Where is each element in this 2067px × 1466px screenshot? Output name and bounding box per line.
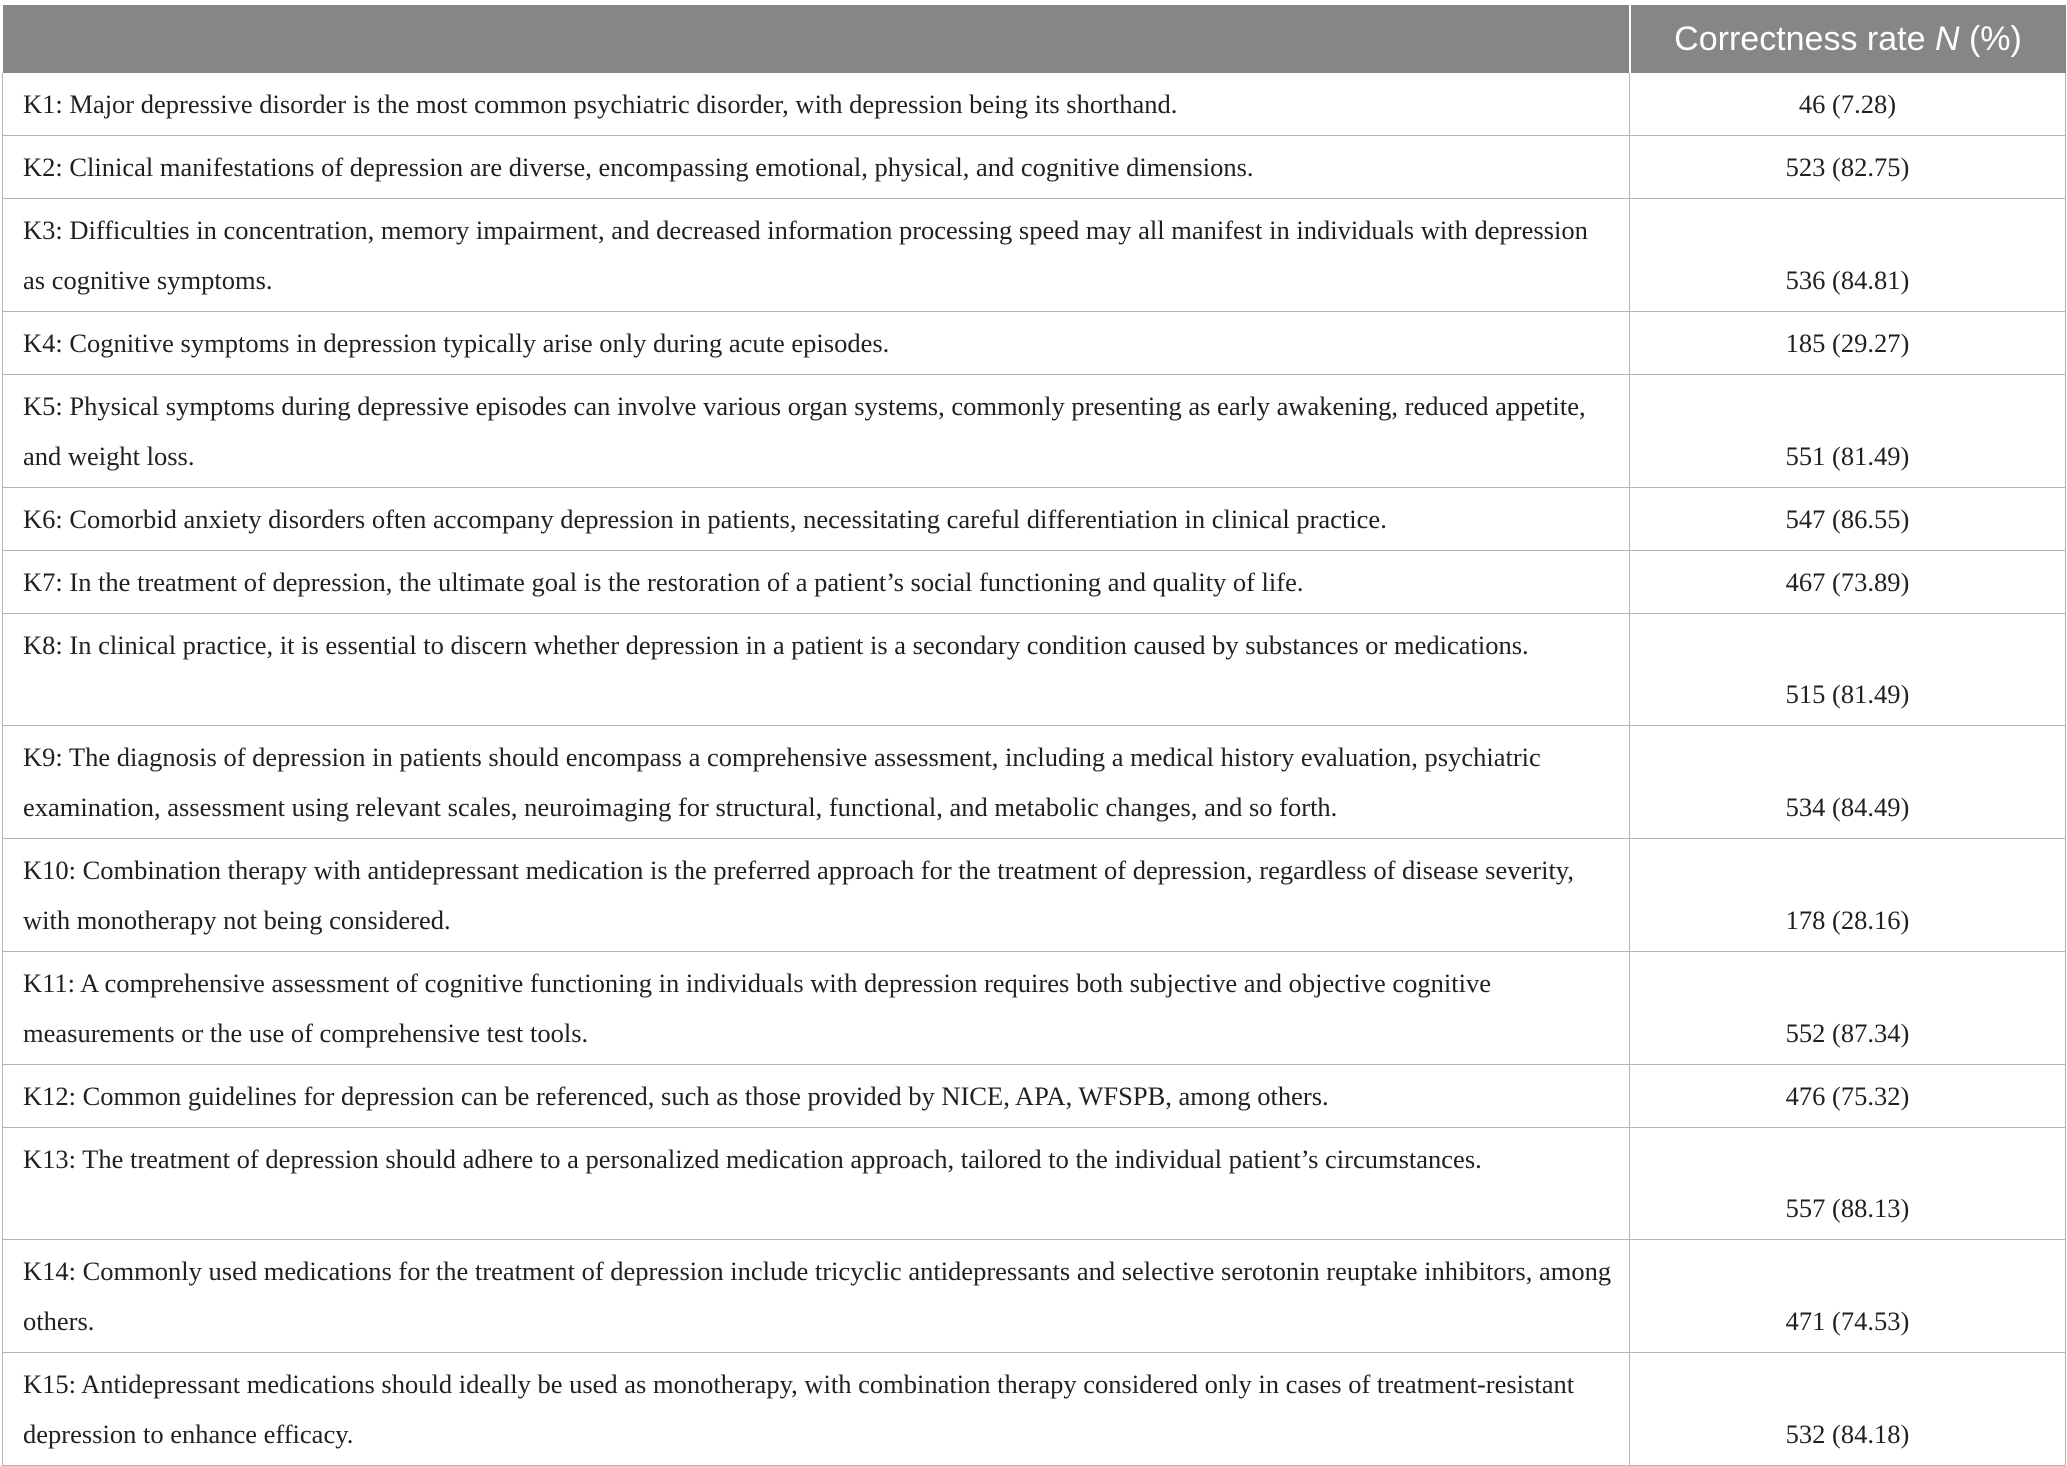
header-rate-label [1674,20,2022,59]
table-row [3,1240,2066,1353]
table-row [3,1128,2066,1240]
statement-cell: K14: Commonly used medications for the treatment of depression include tricyclic antidepressants and selective serotonin reuptake inhibitors, among others. [3,1240,1630,1353]
correctness-rate-cell: 523 (82.75) [1630,136,2066,199]
statement-cell: K15: Antidepressant medications should ideally be used as monotherapy, with combination therapy considered only in cases of treatment-resistant depression to enhance efficacy. [3,1353,1630,1466]
correctness-rate-cell: 178 (28.16) [1630,839,2066,952]
table-row [3,614,2066,726]
correctness-rate-cell: 547 (86.55) [1630,488,2066,551]
statement-cell: K1: Major depressive disorder is the most common psychiatric disorder, with depression being its shorthand. [3,73,1630,136]
header-row [3,5,2066,73]
statement-cell: K4: Cognitive symptoms in depression typically arise only during acute episodes. [3,312,1630,375]
correctness-rate-cell: 515 (81.49) [1630,614,2066,726]
statement-cell: K13: The treatment of depression should adhere to a personalized medication approach, tailored to the individual patient’s circumstances. [3,1128,1630,1240]
statement-cell: K5: Physical symptoms during depressive episodes can involve various organ systems, commonly presenting as early awakening, reduced appetite, and weight loss. [3,375,1630,488]
correctness-rate-cell: 557 (88.13) [1630,1128,2066,1240]
statement-cell: K8: In clinical practice, it is essential to discern whether depression in a patient is a secondary condition caused by substances or medications. [3,614,1630,726]
statement-cell: K10: Combination therapy with antidepressant medication is the preferred approach for the treatment of depression, regardless of disease severity, with monotherapy not being considered. [3,839,1630,952]
table-row [3,551,2066,614]
table-body [3,73,2066,1466]
knowledge-table-container [2,5,2065,1466]
table-row [3,1353,2066,1466]
correctness-rate-cell: 467 (73.89) [1630,551,2066,614]
statement-cell: K9: The diagnosis of depression in patients should encompass a comprehensive assessment, including a medical history evaluation, psychiatric examination, assessment using relevant scales, neuroimaging for structural, functional, and metabolic changes, and so forth. [3,726,1630,839]
statement-cell: K11: A comprehensive assessment of cognitive functioning in individuals with depression requires both subjective and objective cognitive measurements or the use of comprehensive test tools. [3,952,1630,1065]
table-row [3,312,2066,375]
correctness-rate-cell: 185 (29.27) [1630,312,2066,375]
table-row [3,726,2066,839]
statement-cell: K6: Comorbid anxiety disorders often accompany depression in patients, necessitating careful differentiation in clinical practice. [3,488,1630,551]
table-row [3,839,2066,952]
table-header [3,5,2066,73]
header-rate-cell [1630,5,2066,73]
correctness-rate-cell: 534 (84.49) [1630,726,2066,839]
table-row [3,488,2066,551]
table-row [3,73,2066,136]
correctness-rate-cell: 46 (7.28) [1630,73,2066,136]
correctness-rate-cell: 552 (87.34) [1630,952,2066,1065]
header-rate-prefix: Correctness rate [1674,19,1935,58]
header-rate-suffix: (%) [1959,19,2022,58]
knowledge-correctness-table [2,5,2066,1466]
statement-cell: K3: Difficulties in concentration, memory impairment, and decreased information processing speed may all manifest in individuals with depression as cognitive symptoms. [3,199,1630,312]
table-row [3,1065,2066,1128]
table-row [3,136,2066,199]
statement-cell: K12: Common guidelines for depression can be referenced, such as those provided by NICE, APA, WFSPB, among others. [3,1065,1630,1128]
correctness-rate-cell: 476 (75.32) [1630,1065,2066,1128]
correctness-rate-cell: 532 (84.18) [1630,1353,2066,1466]
table-row [3,952,2066,1065]
correctness-rate-cell: 551 (81.49) [1630,375,2066,488]
header-rate-n: N [1934,19,1960,58]
statement-cell: K7: In the treatment of depression, the ultimate goal is the restoration of a patient’s social functioning and quality of life. [3,551,1630,614]
table-row [3,375,2066,488]
header-statement-cell [3,5,1630,73]
table-row [3,199,2066,312]
correctness-rate-cell: 471 (74.53) [1630,1240,2066,1353]
statement-cell: K2: Clinical manifestations of depression are diverse, encompassing emotional, physical, and cognitive dimensions. [3,136,1630,199]
correctness-rate-cell: 536 (84.81) [1630,199,2066,312]
